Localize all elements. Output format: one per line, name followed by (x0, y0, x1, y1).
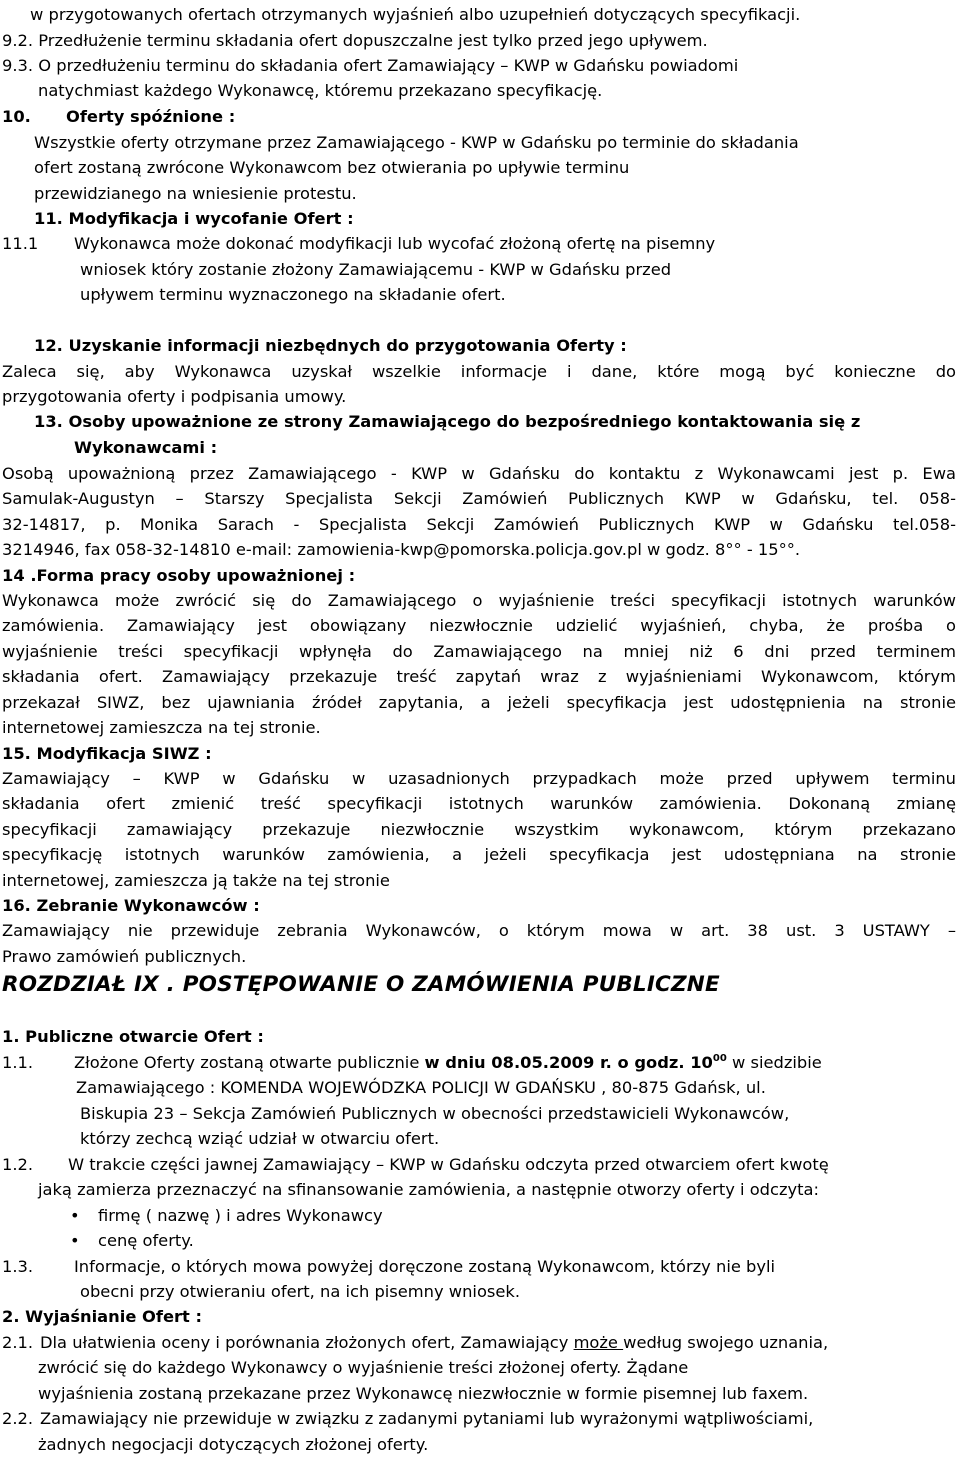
text-line: internetowej zamieszcza na tej stronie. (2, 718, 321, 737)
text-line: Zamawiający nie przewiduje zebrania Wykonawców, o którym mowa w art. 38 ust. 3 USTAWY – (2, 921, 956, 940)
text-line: ofert zostaną zwrócone Wykonawcom bez otwierania po upływie terminu (34, 158, 630, 177)
clause-1-3-number: 1.3. (2, 1257, 34, 1276)
list-item: cenę oferty. (98, 1231, 194, 1250)
text-line: natychmiast każdego Wykonawcę, któremu przekazano specyfikację. (38, 81, 603, 100)
text-line: obecni przy otwieraniu ofert, na ich pisemny wniosek. (80, 1282, 521, 1301)
opening-date: w dniu 08.05.2009 r. o godz. 10 (424, 1053, 713, 1072)
clause-1-1-number: 1.1. (2, 1053, 34, 1072)
section-12-heading: 12. Uzyskanie informacji niezbędnych do przygotowania Oferty : (34, 336, 627, 355)
text-line: przygotowania oferty i podpisania umowy. (2, 387, 347, 406)
clause-9-3: 9.3. O przedłużeniu terminu do składania ofert Zamawiający – KWP w Gdańsku powiadomi (2, 56, 739, 75)
text-line: Wykonawca może zwrócić się do Zamawiającego o wyjaśnienie treści specyfikacji istotnych warunków (2, 591, 956, 610)
text-line: którzy zechcą wziąć udział w otwarciu ofert. (80, 1129, 440, 1148)
section-10-number: 10. (2, 107, 31, 126)
text-line: Samulak-Augustyn – Starszy Specjalista Sekcji Zamówień Publicznych KWP w Gdańsku, tel. 058- (2, 489, 956, 508)
clause-2-2-number: 2.2. (2, 1409, 34, 1428)
text-line: internetowej, zamieszcza ją także na tej stronie (2, 871, 390, 890)
text-span: według swojego uznania, (623, 1333, 829, 1352)
list-item: firmę ( nazwę ) i adres Wykonawcy (98, 1206, 383, 1225)
text-line: 32-14817, p. Monika Sarach - Specjalista Sekcji Zamówień Publicznych KWP w Gdańsku tel.058- (2, 515, 956, 534)
clause-9-2: 9.2. Przedłużenie terminu składania ofert dopuszczalne jest tylko przed jego upływem. (2, 31, 708, 50)
text-span: w siedzibie (726, 1053, 822, 1072)
text-line: zamówienia. Zamawiający jest obowiązany niezwłocznie udzielić wyjaśnień, chyba, że prośba o (2, 616, 956, 635)
text-line: składania ofert zmienić treść specyfikacji istotnych warunków zamówienia. Dokonaną zmianę (2, 794, 956, 813)
text-line: jaką zamierza przeznaczyć na sfinansowanie zamówienia, a następnie otworzy oferty i odczyta: (38, 1180, 819, 1199)
text-line: specyfikacji zamawiający przekazuje niezwłocznie wszystkim wykonawcom, którym przekazano (2, 820, 956, 839)
section-13-heading-cont: Wykonawcami : (74, 438, 218, 457)
text-line: Zamawiający nie przewiduje w związku z zadanymi pytaniami lub wyrażonymi wątpliwościami, (40, 1409, 814, 1428)
text-line: W trakcie części jawnej Zamawiający – KWP w Gdańsku odczyta przed otwarciem ofert kwotę (68, 1155, 829, 1174)
text-line: zwrócić się do każdego Wykonawcy o wyjaśnienie treści złożonej oferty. Żądane (38, 1358, 689, 1377)
clause-1-2-number: 1.2. (2, 1155, 34, 1174)
text-line: wyjaśnienie treści specyfikacji wpłynęła do Zamawiającego na mniej niż 6 dni przed terminem (2, 642, 956, 661)
text-line: wyjaśnienia zostaną przekazane przez Wykonawcę niezwłocznie w formie pisemnej lub faxem. (38, 1384, 809, 1403)
clause-11-1-number: 11.1 (2, 234, 39, 253)
text-span: Dla ułatwienia oceny i porównania złożonych ofert, Zamawiający (40, 1333, 574, 1352)
text-line: Zamawiającego : KOMENDA WOJEWÓDZKA POLICJI W GDAŃSKU , 80-875 Gdańsk, ul. (76, 1078, 766, 1097)
subsection-2-heading: 2. Wyjaśnianie Ofert : (2, 1307, 203, 1326)
section-14-heading: 14 .Forma pracy osoby upoważnionej : (2, 566, 356, 585)
section-13-heading: 13. Osoby upoważnione ze strony Zamawiającego do bezpośredniego kontaktowania się z (34, 412, 861, 431)
text-line: Biskupia 23 – Sekcja Zamówień Publicznych w obecności przedstawicieli Wykonawców, (80, 1104, 790, 1123)
section-11-heading: 11. Modyfikacja i wycofanie Ofert : (34, 209, 354, 228)
text-span: Złożone Oferty zostaną otwarte publicznie (74, 1053, 425, 1072)
bullet-icon: • (70, 1206, 80, 1225)
text-line: Prawo zamówień publicznych. (2, 947, 247, 966)
section-15-heading: 15. Modyfikacja SIWZ : (2, 744, 212, 763)
text-line: upływem terminu wyznaczonego na składanie ofert. (80, 285, 506, 304)
text-line: Wszystkie oferty otrzymane przez Zamawiającego - KWP w Gdańsku po terminie do składania (34, 133, 799, 152)
text-line: Zamawiający – KWP w Gdańsku w uzasadnionych przypadkach może przed upływem terminu (2, 769, 956, 788)
time-superscript: 00 (712, 1053, 727, 1064)
text-line: Wykonawca może dokonać modyfikacji lub wycofać złożoną ofertę na pisemny (74, 234, 716, 253)
chapter-title: ROZDZIAŁ IX . POSTĘPOWANIE O ZAMÓWIENIA PUBLICZNE (2, 972, 720, 997)
clause-1-1-line (74, 1050, 956, 1076)
bullet-icon: • (70, 1231, 80, 1250)
text-line: w przygotowanych ofertach otrzymanych wyjaśnień albo uzupełnień dotyczących specyfikacji. (30, 5, 801, 24)
text-line: składania ofert. Zamawiający przekazuje treść zapytań wraz z wyjaśnieniami Wykonawcom, którym (2, 667, 956, 686)
subsection-1-heading: 1. Publiczne otwarcie Ofert : (2, 1027, 264, 1046)
text-line: Informacje, o których mowa powyżej doręczone zostaną Wykonawcom, którzy nie byli (74, 1257, 776, 1276)
text-line: Zaleca się, aby Wykonawca uzyskał wszelkie informacje i dane, które mogą być konieczne do (2, 362, 956, 381)
section-10-title: Oferty spóźnione : (66, 107, 236, 126)
underlined-word: może (573, 1333, 624, 1352)
contact-line: 3214946, fax 058-32-14810 e-mail: zamowienia-kwp@pomorska.policja.gov.pl w godz. 8°° - 15°°. (2, 540, 801, 559)
clause-2-1-number: 2.1. (2, 1333, 34, 1352)
text-line: specyfikację istotnych warunków zamówienia, a jeżeli specyfikacja jest udostępniana na stronie (2, 845, 956, 864)
clause-2-1-line (40, 1330, 828, 1356)
text-line: przekazał SIWZ, bez ujawniania źródeł zapytania, a jeżeli specyfikacja jest udostępnienia na stronie (2, 693, 956, 712)
text-line: Osobą upoważnioną przez Zamawiającego - KWP w Gdańsku do kontaktu z Wykonawcami jest p. Ewa (2, 464, 956, 483)
text-line: żadnych negocjacji dotyczących złożonej oferty. (38, 1435, 429, 1454)
text-line: przewidzianego na wniesienie protestu. (34, 184, 357, 203)
section-16-heading: 16. Zebranie Wykonawców : (2, 896, 260, 915)
text-line: wniosek który zostanie złożony Zamawiającemu - KWP w Gdańsku przed (80, 260, 672, 279)
